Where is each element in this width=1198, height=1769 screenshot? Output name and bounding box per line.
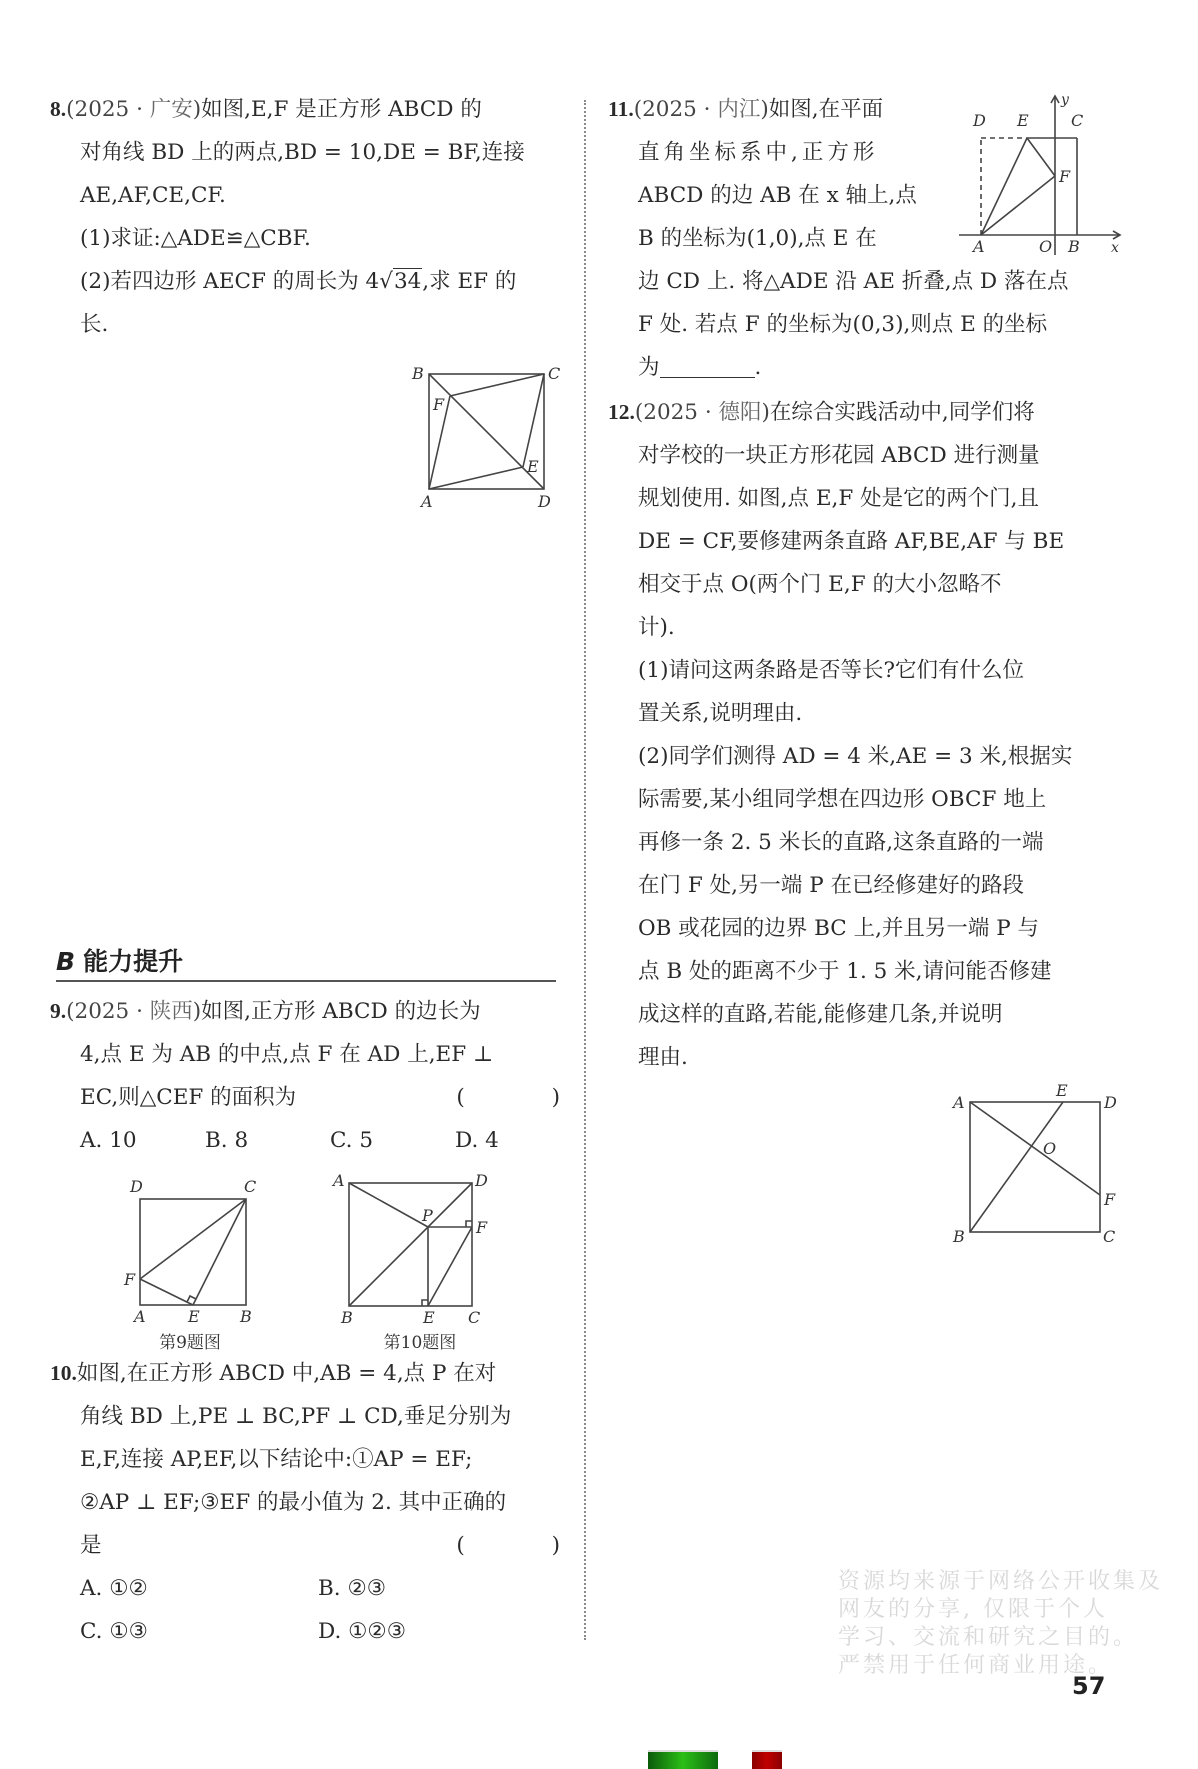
- q10-label-b: B: [341, 1308, 353, 1323]
- section-letter: B: [56, 947, 76, 976]
- watermark: [838, 1568, 1198, 1680]
- q9-line-cf: [140, 1199, 246, 1279]
- q8-label-d: D: [538, 492, 551, 511]
- q9-label-a: A: [134, 1307, 146, 1322]
- q12-text-2: 对学校的一块正方形花园 ABCD 进行测量: [638, 443, 1040, 468]
- q8-label-a: A: [421, 492, 433, 511]
- section-heading: [56, 942, 556, 982]
- q9-option-b[interactable]: B. 8: [205, 1128, 249, 1153]
- q12-road-af: [970, 1102, 1100, 1195]
- q9-label-b: B: [240, 1307, 252, 1322]
- q9-number: 9.: [50, 999, 67, 1023]
- q11-text-6: F 处. 若点 F 的坐标为(0,3),则点 E 的坐标: [638, 312, 1048, 337]
- q10-options-row-2: [50, 1610, 560, 1653]
- q12-text-6: 计).: [638, 615, 675, 640]
- watermark-line-3: 学习、交流和研究之目的。: [838, 1625, 1139, 1650]
- q10-option-d[interactable]: D. ①②③: [318, 1619, 406, 1644]
- q9-option-a[interactable]: A. 10: [80, 1128, 137, 1153]
- q9-line-fe: [140, 1279, 193, 1305]
- q11-label-c: C: [1071, 111, 1084, 130]
- q10-line-1: 10.如图,在正方形 ABCD 中,AB = 4,点 P 在对: [50, 1361, 497, 1386]
- q10-figure-caption: 第10题图: [383, 1333, 457, 1353]
- q12-label-b: B: [953, 1227, 965, 1245]
- q10-right-angle-e: [422, 1300, 428, 1306]
- q12-figure: [940, 1080, 1120, 1245]
- q8-text-1: 如图,E,F 是正方形 ABCD 的: [201, 97, 482, 122]
- q10-option-a[interactable]: A. ①②: [80, 1576, 148, 1601]
- watermark-line-1: 资源均来源于网络公开收集及: [838, 1569, 1164, 1594]
- q8-line-ae: [429, 467, 523, 489]
- q11-line-ef: [1027, 138, 1055, 176]
- q10-right-angle-f: [466, 1221, 472, 1227]
- q10-text-2: 角线 BD 上,PE ⊥ BC,PF ⊥ CD,垂足分别为: [80, 1404, 512, 1429]
- q10-label-c: C: [468, 1308, 481, 1323]
- q8-part-2: (2)若四边形 AECF 的周长为 4√34,求 EF 的: [80, 269, 517, 294]
- question-8: [50, 88, 560, 346]
- q10-label-e: E: [423, 1308, 435, 1323]
- q10-line-ef: [428, 1227, 472, 1306]
- q12-text-4: DE = CF,要修建两条直路 AF,BE,AF 与 BE: [638, 529, 1065, 554]
- page-edge-tab-red: [752, 1750, 782, 1769]
- q8-text-3: AE,AF,CE,CF.: [80, 183, 226, 208]
- q12-road-be: [970, 1102, 1063, 1232]
- left-column: [50, 88, 560, 346]
- q11-text-3: ABCD 的边 AB 在 x 轴上,点: [638, 183, 917, 208]
- q10-figure: [330, 1168, 500, 1323]
- q11-text-4: B 的坐标为(1,0),点 E 在: [638, 226, 877, 251]
- q11-label-e: E: [1017, 111, 1029, 130]
- q12-label-c: C: [1103, 1227, 1116, 1245]
- q10-options-row-1: [50, 1567, 560, 1610]
- q12-label-o: O: [1043, 1139, 1057, 1158]
- q12-part2-7: 成这样的直路,若能,能修建几条,并说明: [638, 1002, 1003, 1027]
- q10-label-a: A: [333, 1171, 345, 1190]
- q8-line-ce: [523, 374, 544, 467]
- q11-text-7: 为 .: [638, 355, 762, 380]
- q12-label-f: F: [1104, 1190, 1116, 1209]
- q12-text-5: 相交于点 O(两个门 E,F 的大小忽略不: [638, 572, 1002, 597]
- q12-part2-4: 在门 F 处,另一端 P 在已经修建好的路段: [638, 873, 1025, 898]
- q10-answer-blank[interactable]: ( ): [456, 1533, 600, 1558]
- q9-line-1: 9.(2025 · 陕西)如图,正方形 ABCD 的边长为: [50, 999, 481, 1024]
- q8-line-cf: [450, 374, 544, 396]
- column-divider: [584, 100, 586, 1640]
- watermark-line-2: 网友的分享, 仅限于个人: [838, 1597, 1108, 1622]
- q9-option-c[interactable]: C. 5: [330, 1128, 374, 1153]
- q12-text-3: 规划使用. 如图,点 E,F 处是它的两个门,且: [638, 486, 1039, 511]
- q12-line-1: 12.(2025 · 德阳)在综合实践活动中,同学们将: [608, 400, 1035, 425]
- q9-label-f: F: [124, 1270, 136, 1289]
- q11-line-af: [981, 176, 1055, 235]
- q11-figure: [955, 90, 1125, 260]
- q12-part2-6: 点 B 处的距离不少于 1. 5 米,请问能否修建: [638, 959, 1052, 984]
- section-title: 能力提升: [83, 947, 184, 976]
- q8-label-b: B: [412, 364, 424, 383]
- q12-label-e: E: [1056, 1081, 1068, 1100]
- q10-line-ap: [349, 1183, 428, 1227]
- q9-label-d: D: [130, 1177, 143, 1196]
- q9-square: [140, 1199, 246, 1305]
- q11-line-ae: [981, 138, 1027, 235]
- q11-source: (2025 · 内江): [633, 97, 769, 122]
- question-9: [50, 990, 600, 1162]
- q9-label-e: E: [188, 1307, 200, 1322]
- q9-answer-blank[interactable]: ( ): [456, 1085, 600, 1110]
- q9-label-c: C: [244, 1177, 257, 1196]
- q11-label-b: B: [1068, 237, 1080, 256]
- q10-label-f: F: [476, 1218, 488, 1237]
- q12-part2-2: 际需要,某小组同学想在四边形 OBCF 地上: [638, 787, 1047, 812]
- sqrt-sign: √34: [379, 269, 422, 294]
- q10-text-4: ②AP ⊥ EF;③EF 的最小值为 2. 其中正确的: [80, 1490, 507, 1515]
- q9-text-2: 4,点 E 为 AB 的中点,点 F 在 AD 上,EF ⊥: [80, 1042, 494, 1067]
- q11-label-x: x: [1111, 240, 1119, 256]
- question-12: [608, 391, 1120, 1079]
- q11-answer-blank[interactable]: [660, 357, 755, 378]
- q12-label-d: D: [1104, 1093, 1117, 1112]
- watermark-line-4: 严禁用于任何商业用途。: [838, 1653, 1114, 1678]
- q12-part2-3: 再修一条 2. 5 米长的直路,这条直路的一端: [638, 830, 1044, 855]
- q10-text-3: E,F,连接 AP,EF,以下结论中:①AP = EF;: [80, 1447, 473, 1472]
- q8-number: 8.: [50, 97, 67, 121]
- q12-part2-1: (2)同学们测得 AD = 4 米,AE = 3 米,根据实: [638, 744, 1073, 769]
- q11-text-5: 边 CD 上. 将△ADE 沿 AE 折叠,点 D 落在点: [638, 269, 1069, 294]
- q12-part1-2: 置关系,说明理由.: [638, 701, 803, 726]
- q8-label-f: F: [433, 395, 445, 414]
- q12-label-a: A: [953, 1093, 965, 1112]
- q11-text-2: 直角坐标系中,正方形: [638, 140, 879, 165]
- page-edge-tab-green: [648, 1750, 718, 1769]
- q9-figure-caption: 第9题图: [159, 1333, 221, 1353]
- q11-label-f: F: [1059, 167, 1071, 186]
- q11-label-a: A: [973, 237, 985, 256]
- q9-source: (2025 · 陕西): [66, 999, 202, 1024]
- q10-label-d: D: [475, 1171, 488, 1190]
- q9-figure: [112, 1172, 262, 1322]
- q9-options: [50, 1119, 560, 1162]
- q8-text-2: 对角线 BD 上的两点,BD = 10,DE = BF,连接: [80, 140, 525, 165]
- q10-text-5: 是 ( ): [50, 1524, 560, 1567]
- q12-part1-1: (1)请问这两条路是否等长?它们有什么位: [638, 658, 1024, 683]
- question-10: [50, 1352, 600, 1653]
- q10-number: 10.: [50, 1361, 77, 1385]
- page-number: 57: [1072, 1672, 1106, 1700]
- q8-part-2-end: 长.: [80, 312, 109, 337]
- q11-label-o: O: [1039, 237, 1053, 256]
- q10-option-b[interactable]: B. ②③: [318, 1576, 387, 1601]
- q9-option-d[interactable]: D. 4: [455, 1128, 499, 1153]
- q10-diagonal-bd: [349, 1183, 472, 1306]
- q12-number: 12.: [608, 400, 635, 424]
- q8-label-c: C: [548, 364, 561, 383]
- q12-source: (2025 · 德阳): [634, 400, 770, 425]
- q10-option-c[interactable]: C. ①③: [80, 1619, 148, 1644]
- q8-label-e: E: [527, 457, 539, 476]
- q12-part2-5: OB 或花园的边界 BC 上,并且另一端 P 与: [638, 916, 1040, 941]
- q8-source: (2025 · 广安): [66, 97, 202, 122]
- q12-square: [970, 1102, 1100, 1232]
- q11-label-y: y: [1061, 92, 1069, 108]
- q11-label-d: D: [973, 111, 986, 130]
- q8-part-1: (1)求证:△ADE≌△CBF.: [80, 226, 311, 251]
- q8-figure: [400, 352, 570, 512]
- q8-line-1: [50, 88, 560, 131]
- q12-part2-8: 理由.: [638, 1045, 688, 1070]
- q9-line-ce: [193, 1199, 246, 1305]
- q10-label-p: P: [422, 1206, 433, 1225]
- q11-line-1: 11.(2025 · 内江)如图,在平面: [608, 97, 884, 122]
- q9-text-3: EC,则△CEF 的面积为 ( ): [50, 1076, 560, 1119]
- q11-number: 11.: [608, 97, 634, 121]
